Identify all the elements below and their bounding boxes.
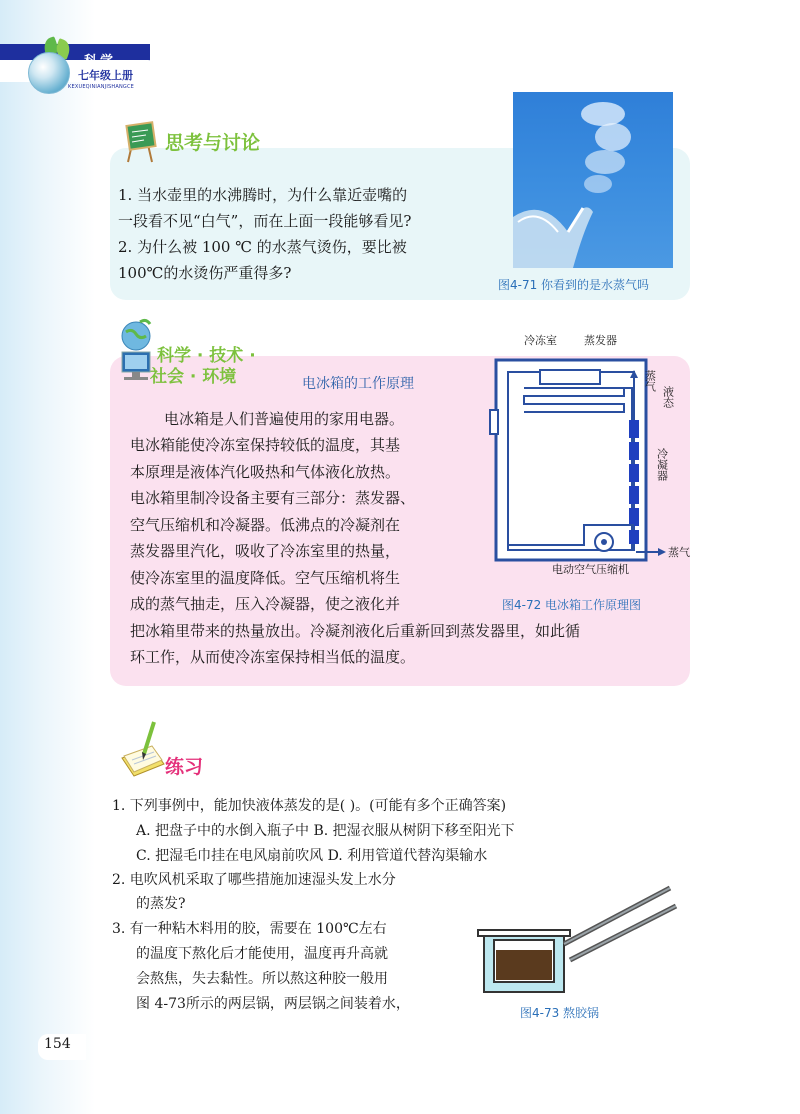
figure-4-72-caption: 图4-72 电冰箱工作原理图 xyxy=(502,598,642,612)
page-number: 154 xyxy=(44,1036,71,1052)
notebook-pen-icon xyxy=(118,718,168,778)
grade-label: 七年级上册 xyxy=(78,69,133,82)
discussion-q1-line1: 1. 当水壶里的水沸腾时，为什么靠近壶嘴的 xyxy=(118,186,408,204)
stse-line-5: 空气压缩机和冷凝器。低沸点的冷凝剂在 xyxy=(130,516,401,534)
exercise-q1-options-ab: A. 把盘子中的水倒入瓶子中 B. 把湿衣服从树阴下移至阳光下 xyxy=(136,823,515,839)
discussion-q2-line1: 2. 为什么被 100 ℃ 的水蒸气烫伤，要比被 xyxy=(118,238,407,256)
discussion-q1-line2: 一段看不见“白气”，而在上面一段能够看见? xyxy=(118,212,412,230)
stse-line-10: 环工作，从而使冷冻室保持相当低的温度。 xyxy=(130,648,416,666)
exercise-q1-options-cd: C. 把湿毛巾挂在电风扇前吹风 D. 利用管道代替沟渠输水 xyxy=(136,848,488,864)
stse-line-3: 本原理是液体汽化吸热和气体液化放热。 xyxy=(130,463,401,481)
figure-4-71-caption: 图4-71 你看到的是水蒸气吗 xyxy=(498,278,650,292)
diagram-vapor-top-label: 蒸气 xyxy=(643,370,657,392)
kettle-steam-photo xyxy=(513,92,673,268)
subject-title: 科学 xyxy=(84,54,117,69)
stse-title-line2: 社会 · 环境 xyxy=(150,367,237,387)
diagram-compressor-label: 电动空气压缩机 xyxy=(552,563,629,576)
glue-pot-illustration xyxy=(470,884,680,1000)
stse-line-8: 成的蒸气抽走，压入冷凝器，使之液化并 xyxy=(130,595,401,613)
stse-title-line1: 科学 · 技术 · xyxy=(157,346,256,366)
exercise-q1: 1. 下列事例中，能加快液体蒸发的是( )。(可能有多个正确答案) xyxy=(112,798,507,814)
pinyin-label: KEXUEQINIANJISHANGCE xyxy=(68,84,135,90)
exercise-q2-line1: 2. 电吹风机采取了哪些措施加速湿头发上水分 xyxy=(112,872,396,888)
exercise-title: 练习 xyxy=(165,756,204,778)
diagram-condenser-label: 冷凝器 xyxy=(655,448,669,481)
refrigerator-diagram xyxy=(484,330,690,580)
diagram-freezer-label: 冷冻室 xyxy=(524,334,557,347)
stse-subtitle: 电冰箱的工作原理 xyxy=(302,376,414,392)
stse-line-6: 蒸发器里汽化，吸收了冷冻室里的热量， xyxy=(130,542,401,560)
exercise-q2-line2: 的蒸发? xyxy=(136,896,186,912)
diagram-liquid-label: 液态 xyxy=(661,386,675,408)
diagram-evaporator-label: 蒸发器 xyxy=(584,334,617,347)
stse-line-9: 把冰箱里带来的热量放出。冷凝剂液化后重新回到蒸发器里，如此循 xyxy=(130,622,581,640)
diagram-vapor-bottom-label: 蒸气 xyxy=(668,546,690,559)
exercise-q3-line1: 3. 有一种粘木料用的胶，需要在 100℃左右 xyxy=(112,921,387,937)
exercise-q3-line4: 图 4-73所示的两层锅，两层锅之间装着水， xyxy=(136,996,410,1012)
stse-line-4: 电冰箱里制冷设备主要有三部分：蒸发器、 xyxy=(130,489,416,507)
discussion-q2-line2: 100℃的水烫伤严重得多? xyxy=(118,264,292,282)
figure-4-73-caption: 图4-73 熬胶锅 xyxy=(520,1006,600,1020)
blackboard-icon xyxy=(116,118,166,166)
stse-line-1: 电冰箱是人们普遍使用的家用电器。 xyxy=(164,410,405,428)
stse-line-2: 电冰箱能使冷冻室保持较低的温度，其基 xyxy=(130,436,401,454)
stse-line-7: 使冷冻室里的温度降低。空气压缩机将生 xyxy=(130,569,401,587)
globe-logo-icon xyxy=(28,52,70,94)
exercise-q3-line2: 的温度下熬化后才能使用，温度再升高就 xyxy=(136,946,388,962)
discussion-title: 思考与讨论 xyxy=(165,132,261,154)
exercise-q3-line3: 会熬焦，失去黏性。所以熬这种胶一般用 xyxy=(136,971,388,987)
